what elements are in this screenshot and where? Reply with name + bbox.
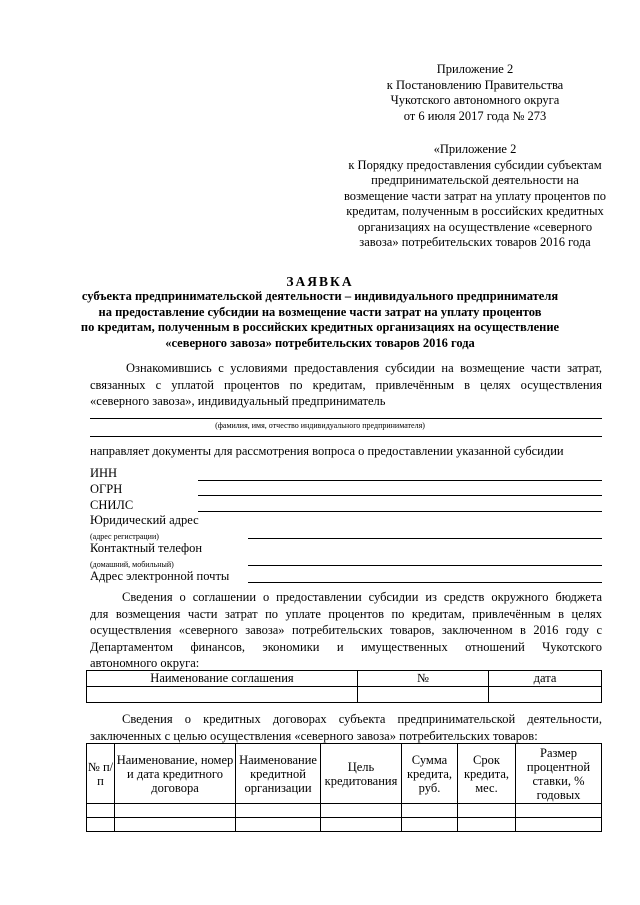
document-title: ЗАЯВКА (286, 274, 354, 289)
name-line[interactable] (90, 418, 602, 419)
procedure-line: предпринимательской деятельности на (371, 173, 579, 187)
appendix-header (340, 62, 610, 124)
col-amount-header: Сумма кредита, руб. (402, 744, 458, 804)
col-purpose-header: Цель кредитования (321, 744, 402, 804)
agreement-paragraph (90, 589, 602, 672)
intro-line: связанных с уплатой процентов по кредитам, привлечённым в целях осуществления (90, 377, 602, 392)
ogrn-field[interactable] (198, 495, 602, 496)
table-cell[interactable] (115, 818, 236, 832)
col-contract-header: Наименование, номер и дата кредитного договора (115, 744, 236, 804)
col-rate-header: Размер процентной ставки, % годовых (516, 744, 602, 804)
table-cell[interactable] (516, 818, 602, 832)
email-label: Адрес электронной почты (90, 569, 230, 583)
table-cell[interactable] (236, 804, 321, 818)
intro-line: «северного завоза», индивидуальный предприниматель (90, 394, 386, 408)
name-caption: (фамилия, имя, отчество индивидуального предпринимателя) (215, 421, 425, 430)
address-label: Юридический адрес (90, 513, 199, 527)
appendix-line: Приложение 2 (436, 62, 514, 76)
table-cell[interactable] (321, 804, 402, 818)
table-cell[interactable] (516, 804, 602, 818)
address-field[interactable] (248, 538, 602, 539)
agreement-date-header: дата (489, 671, 602, 687)
agreement-table (86, 670, 602, 703)
subtitle-line: на предоставление субсидии на возмещение части затрат на уплату процентов (98, 304, 542, 319)
agreement-number-header: № (358, 671, 489, 687)
table-cell[interactable] (458, 818, 516, 832)
procedure-header (340, 142, 610, 251)
procedure-line: завоза» потребительских товаров 2016 года (359, 235, 591, 249)
inn-label: ИНН (90, 466, 118, 480)
sends-documents-text: направляет документы для рассмотрения вопроса о предоставлении указанной субсидии (90, 444, 564, 458)
phone-label: Контактный телефон (90, 541, 203, 555)
name-line-2[interactable] (90, 436, 602, 437)
agreement-line: для возмещения части затрат по уплате процентов по кредитам, привлечённым в целях (90, 606, 602, 621)
table-cell[interactable] (321, 818, 402, 832)
col-number-header: № п/п (87, 744, 115, 804)
address-note: (адрес регистрации) (90, 532, 159, 541)
ogrn-label: ОГРН (90, 482, 123, 496)
col-bank-header: Наименование кредитной организации (236, 744, 321, 804)
subtitle-line: субъекта предпринимательской деятельности – индивидуального предпринимателя (81, 289, 559, 303)
table-cell[interactable] (402, 818, 458, 832)
agreement-name-cell[interactable] (87, 687, 358, 703)
table-cell[interactable] (458, 804, 516, 818)
table-cell[interactable] (402, 804, 458, 818)
procedure-line: «Приложение 2 (433, 142, 517, 156)
agreement-date-cell[interactable] (489, 687, 602, 703)
procedure-line: кредитам, полученным в российских кредитных (346, 204, 604, 218)
col-term-header: Срок кредита, мес. (458, 744, 516, 804)
agreement-line: Департаментом финансов, экономики и имущественных отношений Чукотского (90, 639, 602, 654)
agreement-name-header: Наименование соглашения (87, 671, 358, 687)
table-cell[interactable] (87, 804, 115, 818)
agreement-number-cell[interactable] (358, 687, 489, 703)
credit-table (86, 743, 602, 832)
credit-line: Сведения о кредитных договорах субъекта предпринимательской деятельности, (122, 712, 602, 726)
subtitle-line: «северного завоза» потребительских товаров 2016 года (165, 335, 475, 350)
intro-line: Ознакомившись с условиями предоставления субсидии на возмещение части затрат, (126, 361, 602, 375)
appendix-line: к Постановлению Правительства (386, 77, 564, 92)
snils-label: СНИЛС (90, 498, 134, 512)
appendix-line: от 6 июля 2017 года № 273 (403, 108, 547, 123)
email-field[interactable] (248, 582, 602, 583)
appendix-line: Чукотского автономного округа (390, 93, 560, 107)
intro-paragraph (90, 360, 602, 410)
agreement-line: Сведения о соглашении о предоставлении субсидии из средств окружного бюджета (122, 590, 602, 604)
procedure-line: к Порядку предоставления субсидии субъектам (348, 157, 602, 172)
agreement-line: автономного округа: (90, 656, 200, 670)
credit-line: заключенных с целью осуществления «северного завоза» потребительских товаров: (90, 728, 538, 743)
table-cell[interactable] (115, 804, 236, 818)
procedure-line: организациях на осуществление «северного (357, 219, 593, 234)
table-cell[interactable] (236, 818, 321, 832)
subtitle-line: по кредитам, полученным в российских кредитных организациях на осуществление (80, 320, 560, 334)
procedure-line: возмещение части затрат на уплату процентов по (343, 188, 607, 203)
credit-paragraph (90, 711, 602, 744)
inn-field[interactable] (198, 480, 602, 481)
phone-note: (домашний, мобильный) (90, 560, 174, 569)
phone-field[interactable] (248, 565, 602, 566)
agreement-line: осуществления «северного завоза» потребительских товаров, заключенном в 2016 году с (90, 623, 602, 637)
document-subtitle (0, 289, 640, 351)
snils-field[interactable] (198, 511, 602, 512)
table-cell[interactable] (87, 818, 115, 832)
